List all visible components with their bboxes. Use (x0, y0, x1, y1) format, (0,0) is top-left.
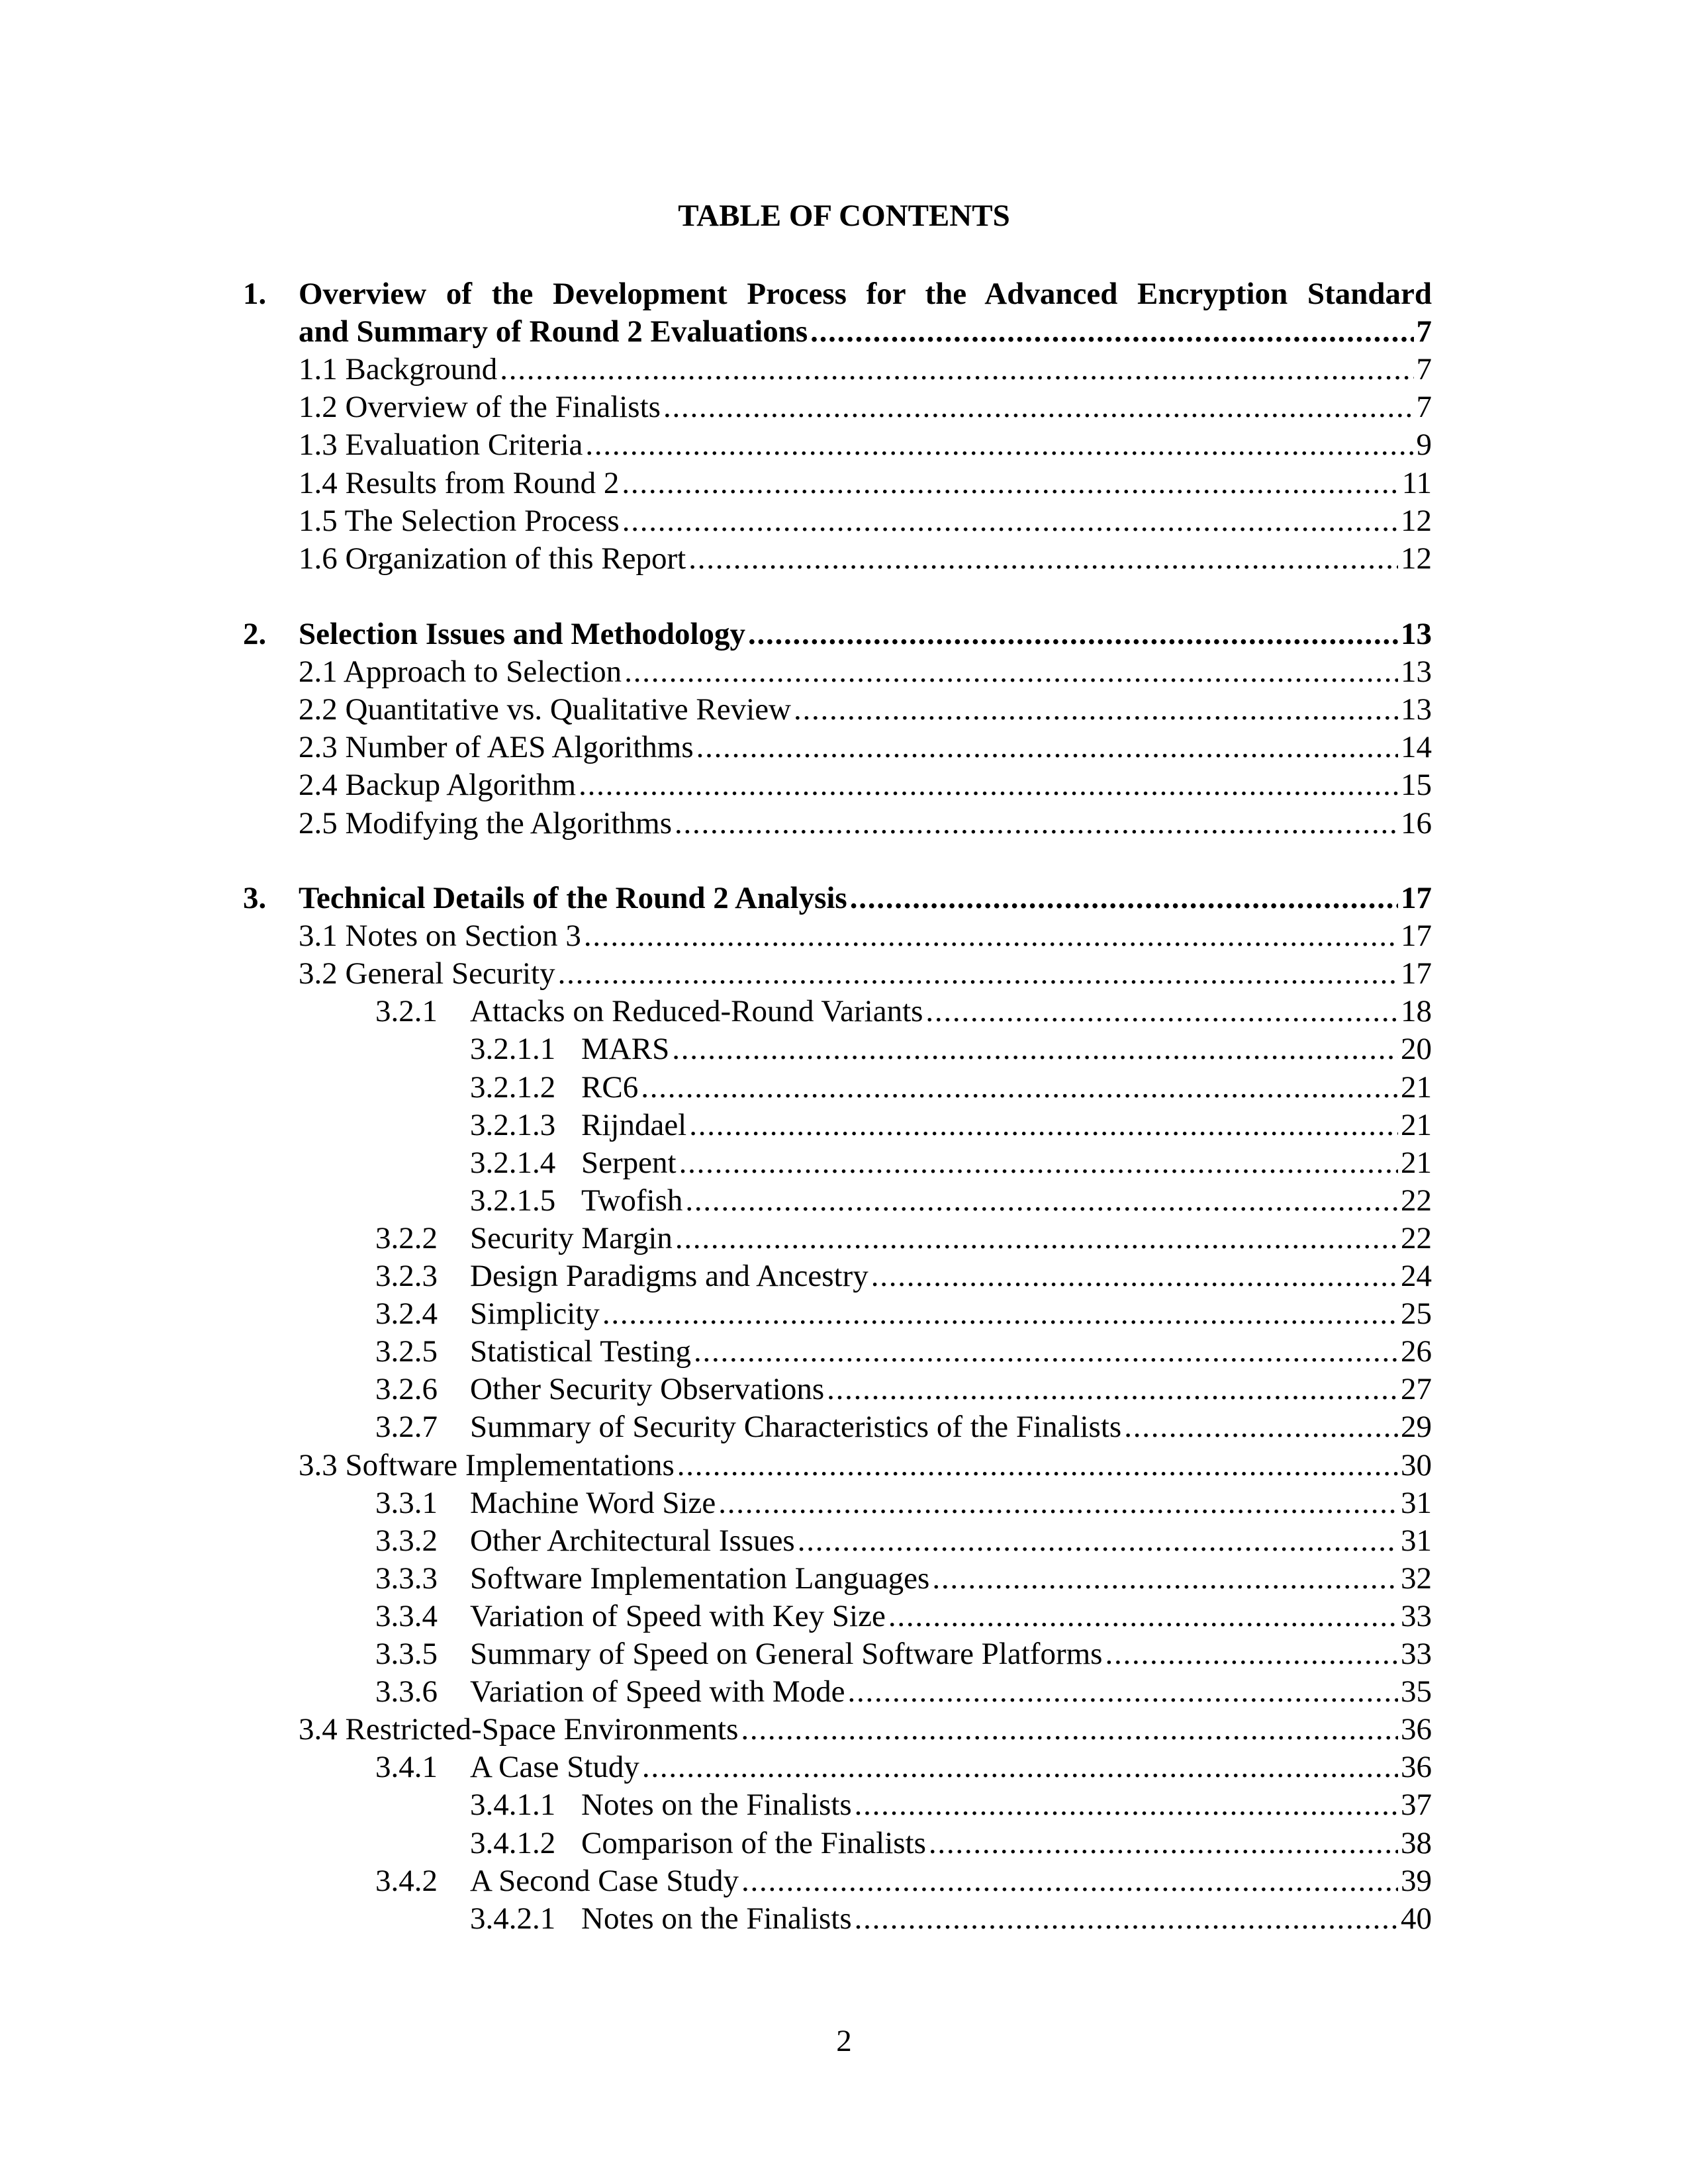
dot-leader (888, 1598, 1398, 1635)
toc-entry[interactable] (299, 805, 1432, 842)
toc-entry-number: 3.2.3 (375, 1259, 438, 1293)
toc-page-number: 7 (1416, 314, 1432, 349)
toc-entry[interactable] (470, 1182, 1432, 1219)
toc-entry-label: Software Implementation Languages (470, 1561, 930, 1596)
toc-entry[interactable] (470, 1069, 1432, 1106)
toc-chapter-entry[interactable] (299, 313, 1432, 350)
toc-entry-label: 1.1 Background (299, 352, 498, 387)
toc-entry-label: Other Security Observations (470, 1372, 825, 1407)
toc-entry-label: Other Architectural Issues (470, 1523, 795, 1558)
toc-chapter-entry[interactable] (299, 880, 1432, 917)
toc-entry-number: 3.4.1 (375, 1750, 438, 1785)
toc-entry[interactable] (299, 388, 1432, 426)
toc-entry[interactable] (470, 1825, 1432, 1862)
toc-entry[interactable] (299, 351, 1432, 388)
dot-leader (585, 426, 1413, 463)
toc-page-number: 13 (1401, 617, 1432, 651)
toc-page-number: 30 (1401, 1447, 1432, 1482)
chapter-number: 2. (243, 617, 267, 651)
toc-entry-number: 3.3.6 (375, 1674, 438, 1709)
toc-entry-label: 2.4 Backup Algorithm (299, 768, 577, 803)
toc-page-number: 35 (1401, 1674, 1432, 1709)
toc-entry-number: 3.2.1.1 (470, 1032, 556, 1067)
toc-entry[interactable] (299, 502, 1432, 539)
toc-page-number: 7 (1416, 352, 1432, 387)
toc-page-number: 38 (1401, 1825, 1432, 1860)
toc-entry[interactable] (299, 917, 1432, 954)
toc-entry[interactable] (375, 1220, 1432, 1257)
dot-leader (932, 1560, 1398, 1597)
toc-page-number: 25 (1401, 1297, 1432, 1332)
toc-page-number: 18 (1401, 994, 1432, 1029)
toc-entry-number: 3.4.2 (375, 1863, 438, 1898)
toc-page-number: 15 (1401, 768, 1432, 803)
toc-entry-number: 3.2.1.5 (470, 1183, 556, 1218)
toc-page-number: 22 (1401, 1183, 1432, 1218)
dot-leader (642, 1749, 1398, 1786)
dot-leader (624, 653, 1398, 690)
toc-entry[interactable] (299, 465, 1432, 502)
dot-leader (672, 1030, 1398, 1068)
toc-entry-label: MARS (581, 1032, 670, 1067)
toc-entry[interactable] (375, 1635, 1432, 1672)
toc-page-number: 22 (1401, 1220, 1432, 1255)
toc-page-number: 17 (1401, 919, 1432, 954)
toc-entry-label: Comparison of the Finalists (581, 1825, 926, 1860)
toc-entry-label: Machine Word Size (470, 1485, 716, 1520)
toc-page-number: 11 (1401, 465, 1432, 500)
toc-entry-label: 3.1 Notes on Section 3 (299, 919, 581, 954)
toc-entry[interactable] (470, 1107, 1432, 1144)
dot-leader (855, 1900, 1398, 1937)
dot-leader (675, 1220, 1398, 1257)
toc-page-number: 36 (1401, 1712, 1432, 1747)
toc-entry-label: 1.5 The Selection Process (299, 503, 620, 538)
dot-leader (929, 1825, 1398, 1862)
dot-leader (741, 1862, 1398, 1899)
toc-entry-number: 3.4.1.1 (470, 1788, 556, 1823)
toc-page-number: 36 (1401, 1750, 1432, 1785)
toc-page-number: 33 (1401, 1598, 1432, 1633)
toc-entry[interactable] (470, 1786, 1432, 1823)
dot-leader (850, 880, 1398, 917)
toc-entry-label: 1.4 Results from Round 2 (299, 465, 620, 500)
toc-entry[interactable] (375, 1749, 1432, 1786)
toc-entry-label: RC6 (581, 1069, 639, 1105)
dot-leader (558, 955, 1398, 992)
toc-entry-number: 3.3.1 (375, 1485, 438, 1520)
toc-entry-label: Serpent (581, 1145, 677, 1180)
toc-entry-number: 3.3.3 (375, 1561, 438, 1596)
dot-leader (1105, 1635, 1398, 1672)
toc-entry-label: 3.2 General Security (299, 956, 555, 991)
toc-page-number: 31 (1401, 1485, 1432, 1520)
chapter-title-line: Overview of the Development Process for the Advanced Encryption Standard (299, 277, 1432, 311)
dot-leader (500, 351, 1413, 388)
toc-entry-label: Security Margin (470, 1220, 673, 1255)
toc-entry-label: 2.2 Quantitative vs. Qualitative Review (299, 692, 791, 727)
toc-entry-number: 3.2.1.4 (470, 1145, 556, 1180)
dot-leader (848, 1673, 1398, 1710)
dot-leader (675, 805, 1398, 842)
toc-entry-label: Twofish (581, 1183, 683, 1218)
dot-leader (622, 465, 1399, 502)
toc-entry[interactable] (299, 426, 1432, 463)
toc-entry[interactable] (299, 691, 1432, 728)
toc-entry-label: 2.5 Modifying the Algorithms (299, 805, 672, 841)
toc-entry-label: Variation of Speed with Key Size (470, 1598, 886, 1633)
toc-entry-number: 3.2.1 (375, 994, 438, 1029)
toc-entry-number: 3.4.1.2 (470, 1825, 556, 1860)
toc-page-number: 26 (1401, 1334, 1432, 1369)
toc-page-number: 16 (1401, 805, 1432, 841)
toc-entry-label: Summary of Security Characteristics of the Finalists (470, 1410, 1122, 1445)
dot-leader (677, 1447, 1398, 1484)
toc-entry-label: 1.6 Organization of this Report (299, 541, 686, 576)
chapter-number: 1. (243, 277, 267, 311)
toc-entry-number: 3.2.2 (375, 1220, 438, 1255)
toc-entry-number: 3.3.2 (375, 1523, 438, 1558)
toc-entry[interactable] (375, 1484, 1432, 1522)
toc-page-number: 21 (1401, 1107, 1432, 1142)
toc-entry-number: 3.2.7 (375, 1410, 438, 1445)
toc-entry-label: Variation of Speed with Mode (470, 1674, 845, 1709)
toc-entry-label: 3.3 Software Implementations (299, 1447, 675, 1482)
dot-leader (694, 1333, 1398, 1370)
toc-page-number: 32 (1401, 1561, 1432, 1596)
toc-entry-number: 3.2.5 (375, 1334, 438, 1369)
dot-leader (827, 1371, 1398, 1408)
toc-entry-label: 3.4 Restricted-Space Environments (299, 1712, 739, 1747)
dot-leader (855, 1786, 1398, 1823)
toc-entry-label: Summary of Speed on General Software Platforms (470, 1637, 1103, 1671)
toc-entry-label: Notes on the Finalists (581, 1901, 852, 1936)
toc-entry[interactable] (299, 540, 1432, 577)
toc-entry-number: 3.4.2.1 (470, 1901, 556, 1936)
toc-entry-label: Statistical Testing (470, 1334, 691, 1369)
toc-entry-label: 1.3 Evaluation Criteria (299, 428, 583, 463)
toc-entry[interactable] (375, 1333, 1432, 1370)
toc-entry-label: Simplicity (470, 1297, 600, 1332)
toc-page-number: 21 (1401, 1069, 1432, 1105)
toc-page-number: 33 (1401, 1637, 1432, 1671)
toc-page-number: 12 (1401, 503, 1432, 538)
dot-leader (584, 917, 1398, 954)
toc-entry-number: 3.3.4 (375, 1598, 438, 1633)
toc-entry[interactable] (375, 1522, 1432, 1559)
dot-leader (679, 1144, 1398, 1181)
page-number: 2 (836, 2024, 852, 2058)
toc-entry[interactable] (299, 1711, 1432, 1748)
dot-leader (794, 691, 1398, 728)
toc-entry[interactable] (470, 1030, 1432, 1068)
dot-leader (641, 1069, 1398, 1106)
toc-entry[interactable] (375, 1598, 1432, 1635)
toc-entry[interactable] (375, 1371, 1432, 1408)
toc-entry[interactable] (375, 993, 1432, 1030)
toc-page-number: 14 (1401, 730, 1432, 765)
dot-leader (689, 1107, 1398, 1144)
toc-entry[interactable] (375, 1560, 1432, 1597)
dot-leader (798, 1522, 1398, 1559)
dot-leader (741, 1711, 1398, 1748)
toc-entry-label: A Second Case Study (470, 1863, 739, 1898)
toc-entry-label: Rijndael (581, 1107, 687, 1142)
toc-entry[interactable] (299, 766, 1432, 803)
toc-entry-label: 1.2 Overview of the Finalists (299, 390, 661, 425)
toc-page-number: 20 (1401, 1032, 1432, 1067)
toc-entry[interactable] (299, 729, 1432, 766)
toc-entry-number: 3.2.1.3 (470, 1107, 556, 1142)
toc-page-number: 12 (1401, 541, 1432, 576)
toc-page-number: 29 (1401, 1410, 1432, 1445)
dot-leader (925, 993, 1398, 1030)
toc-chapter-entry[interactable] (299, 615, 1432, 653)
toc-page-number: 31 (1401, 1523, 1432, 1558)
dot-leader (602, 1295, 1398, 1332)
page-title: TABLE OF CONTENTS (678, 199, 1010, 233)
dot-leader (1124, 1408, 1398, 1445)
toc-page-number: 13 (1401, 655, 1432, 690)
toc-entry[interactable] (375, 1295, 1432, 1332)
dot-leader (579, 766, 1398, 803)
dot-leader (810, 313, 1413, 350)
dot-leader (688, 540, 1398, 577)
toc-entry-label: 2.1 Approach to Selection (299, 655, 622, 690)
toc-entry[interactable] (375, 1862, 1432, 1899)
toc-page-number: 17 (1401, 881, 1432, 915)
toc-entry-label: Selection Issues and Methodology (299, 617, 746, 651)
toc-page-number: 39 (1401, 1863, 1432, 1898)
toc-page-number: 7 (1416, 390, 1432, 425)
toc-entry[interactable] (375, 1408, 1432, 1445)
toc-page-number: 9 (1416, 428, 1432, 463)
toc-page-number: 21 (1401, 1145, 1432, 1180)
toc-entry[interactable] (375, 1257, 1432, 1295)
toc-page-number: 13 (1401, 692, 1432, 727)
toc-entry-label: Design Paradigms and Ancestry (470, 1259, 868, 1293)
toc-entry[interactable] (470, 1900, 1432, 1937)
toc-entry[interactable] (299, 1447, 1432, 1484)
toc-entry[interactable] (299, 955, 1432, 992)
toc-entry-label: Notes on the Finalists (581, 1788, 852, 1823)
toc-page-number: 24 (1401, 1259, 1432, 1293)
toc-page-number: 27 (1401, 1372, 1432, 1407)
chapter-number: 3. (243, 881, 267, 915)
toc-entry-number: 3.2.1.2 (470, 1069, 556, 1105)
toc-entry[interactable] (299, 653, 1432, 690)
toc-entry[interactable] (470, 1144, 1432, 1181)
toc-entry-label: A Case Study (470, 1750, 639, 1785)
toc-page-number: 40 (1401, 1901, 1432, 1936)
dot-leader (622, 502, 1398, 539)
dot-leader (748, 615, 1398, 653)
toc-entry-label: Technical Details of the Round 2 Analysis (299, 881, 847, 915)
toc-entry-number: 3.2.6 (375, 1372, 438, 1407)
toc-entry[interactable] (375, 1673, 1432, 1710)
dot-leader (696, 729, 1398, 766)
toc-entry-number: 3.3.5 (375, 1637, 438, 1671)
toc-entry-label: Attacks on Reduced-Round Variants (470, 994, 923, 1029)
toc-entry-number: 3.2.4 (375, 1297, 438, 1332)
dot-leader (718, 1484, 1398, 1522)
dot-leader (663, 388, 1414, 426)
dot-leader (871, 1257, 1398, 1295)
dot-leader (685, 1182, 1398, 1219)
toc-entry-label: and Summary of Round 2 Evaluations (299, 314, 808, 349)
toc-page-number: 37 (1401, 1788, 1432, 1823)
toc-entry-label: 2.3 Number of AES Algorithms (299, 730, 694, 765)
toc-page-number: 17 (1401, 956, 1432, 991)
